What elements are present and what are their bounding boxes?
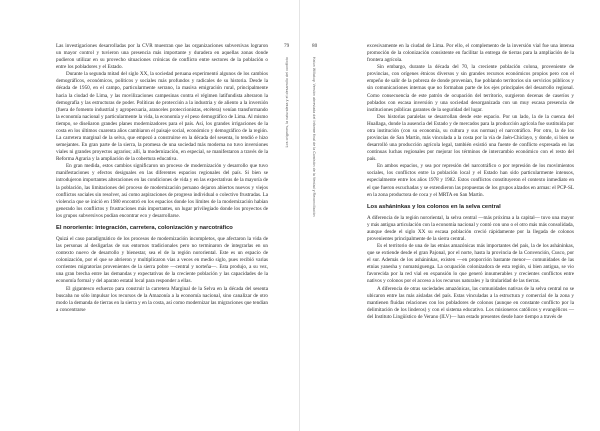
paragraph: El gigantesco esfuerzo para construir la carretera Marginal de la Selva en la década del sesenta buscaba no sólo impulsar los recursos de la Amazonía a la economía nacional, sino canalizar de otro modo la demanda de tierras en la sierra y en la costa, así como modernizar las migraciones que tendían a concentrarse [56, 285, 268, 313]
paragraph: En ambos espacios, y sea por represión del narcotráfico o por represión de los movimientos sociales, los conflictos entre la población local y el Estado han sido particularmente intensos, especialmente entre los años 1978 y 1982. Estos conflictos constituyeron el contexto inmediato en el que fueron escuchadas y se extendieron las propuestas de los grupos alzados en armas: el PCP-SL en la zona productora de coca y el MRTA en San Martín. [367, 163, 574, 198]
paragraph: Sin embargo, durante la década del 70, la creciente población colona, proveniente de provincias, con orígenes étnicos diversos y sin grandes recursos económicos propios pero con el empeño de salir de la pobreza de donde provenían, fue poblando territorios sin servicios públicos y sin comunicaciones internas que no formaban parte de los ejes principales del desarrollo regional. Como consecuencia de este patrón de ocupación del territorio, surgieron decenas de caseríos y poblados con escasa inversión y una sociedad desorganizada con un muy escasa presencia de instituciones públicas garantes de la seguridad del lugar. [367, 64, 574, 113]
text-column [367, 43, 574, 321]
paragraph: A diferencia de otras sociedades amazónicas, las comunidades nativas de la selva central no se ubicaron entre las más aisladas del país. Estas vinculadas a la estructura y comercial de la zona y mantienen fluidas relaciones con los pobladores de colonos (aunque en constante conflicto por la delimitación de los linderos) y con el sistema educativo. Los misioneros católicos y evangélicos —del Instituto Lingüístico de Verano (ILV)— han estado presentes desde hace tiempo a través de [367, 285, 574, 320]
running-head: Hatun Willakuy. Versión abreviada del Informe final de la Comisión de la Verdad y Reconciliación [312, 57, 316, 217]
page-number: 80 [312, 43, 318, 49]
right-page [300, 0, 600, 431]
paragraph: Quizá el caso paradigmático de los procesos de modernización incompletos, que afectaron la vida de las personas al desligarlas de sus entornos tradicionales pero no terminaron de integrarlas en un contexto nuevo de desarrollo y bienestar, sea el de la región nororiental. Este es un espacio de colonización, por el que se abrieron y multiplicaron vías a veces en medio siglo, pues recibió varias corrientes migratorias provenientes de la sierra pobre —central y norteña—. Esta produjo, a su vez, una gran brecha entre las demandas y expectativas de la creciente población y las capacidades de la economía formal y del aparato estatal local para responder a ellas. [56, 235, 268, 285]
paragraph: Es el territorio de una de las etnias amazónicas más importantes del país, la de los asháninkas, que se extiende desde el gran Pajonal, por el norte, hasta la provincia de la Convención, Cusco, por el sur. Además de los asháninkas, existen —en proporción bastante menor— comunidades de las etnias yanesha y nomatsiguenga. La ocupación colonizadora de esta región, si bien antigua, se vio favorecida por la red vial en expansión lo que generó innumerables y crecientes conflictos entre nativos y colonos por el acceso a los recursos naturales y la titularidad de las tierras. [367, 243, 574, 285]
section-heading: Los asháninkas y los colonos en la selva central [367, 203, 501, 210]
page-number: 79 [284, 43, 290, 49]
text-column [56, 43, 268, 314]
paragraph: excesivamente en la ciudad de Lima. Por ello, el complemento de la inversión vial fue una intensa promoción de la colonización consistente en facilitar la entrega de tierras para la ampliación de la frontera agrícola. [367, 43, 574, 64]
paragraph: En gran medida, estos cambios significaron un proceso de modernización y desarrollo que tuvo manifestaciones y efectos desiguales en las diferentes espacios regionales del país. Si bien se introdujeron importantes alteraciones en las condiciones de vida y en las expectativas de la mayoría de la población, las limitaciones del proceso de modernización peruano dejaron abiertos nuevos y viejos conflictos sociales sin resolver, así como aspiraciones de progreso individual o colectivo frustradas. La violencia que se inició en 1980 encontró en los espacios donde los límites de la modernización habían generado los conflictos y frustraciones más importantes, un lugar privilegiado donde los proyectos de los grupos subversivos podían encontrar eco y desarrollarse. [56, 163, 268, 219]
paragraph: Durante la segunda mitad del siglo XX, la sociedad peruana experimentó algunos de los cambios demográficos, económicos, políticos y sociales más profundos y radicales de su historia. Desde la década de 1950, en el campo, particularmente serrano, la masiva emigración rural, principalmente hacia la ciudad de Lima, y las movilizaciones campesinas contra el régimen latifundista alteraron la demografía y las estructuras de poder. Políticas de protección a la industria y de aliento a la inversión (fuera de fomento industrial y agropecuaria, aranceles proteccionistas, etcétera) venían transformando la economía nacional y particularmente la vida, la economía y el peso demográfico de Lima. Al mismo tiempo, se diseñaron grandes planes modernizadores para el país. Así, los grandes irrigaciones de la costa en los últimos cuarenta años cambiaron el paisaje social, económico y demográfico de la región. La carretera marginal de la selva, que empezó a construirse en la década del sesenta, lo tendió e hizo semejantes. En gran parte de la sierra, la promesa de una sociedad más moderna no tuvo inversiones viales ni grandes proyectos agrarios; allí, la modernización, en especial, se manifestaron a través de la Reforma Agraria y la ampliación de la cobertura educativa. [56, 71, 268, 163]
paragraph: Dos historias paralelas se desarrollan desde este espacio. Por un lado, la de la cuenca del Huallaga, donde la ausencia del Estado y de mercados para la producción agrícola fue sustituida por otra institución (con su economía, su cultura y sus normas) el narcotráfico. Por otro, la de los provincias de San Martín, más vinculada a la costa por la vía de Jaén-Chiclayo, y donde, si bien se desarrolló una producción agrícola legal, también existió una fuente de conflicto expresada en las continuas luchas regionales por mejorar los términos de intercambio económico con el resto del país. [367, 113, 574, 163]
paragraph: A diferencia de la región nororiental, la selva central —más próxima a la capital— tuvo una mayor y más antigua articulación con la economía nacional y contó con uno o el otro más más consolidada, aunque desde el siglo XX su escasa población creció rápidamente por la llegada de colonos provenientes principalmente de la sierra central. [367, 214, 574, 242]
running-head: Los orígenes, la naturaleza y el desarrollo del conflicto [285, 57, 289, 148]
section-heading: El nororiente: integración, carretera, colonización y narcotráfico [56, 224, 233, 231]
paragraph: Las investigaciones desarrolladas por la CVR muestran que las organizaciones subversivas lograron un mayor control y tuvieron una presencia más importante y duradera en aquellas zonas donde pudieron utilizar en su provecho situaciones crónicas de conflicto entre sectores de la población o entre los pobladores y el Estado. [56, 43, 268, 71]
